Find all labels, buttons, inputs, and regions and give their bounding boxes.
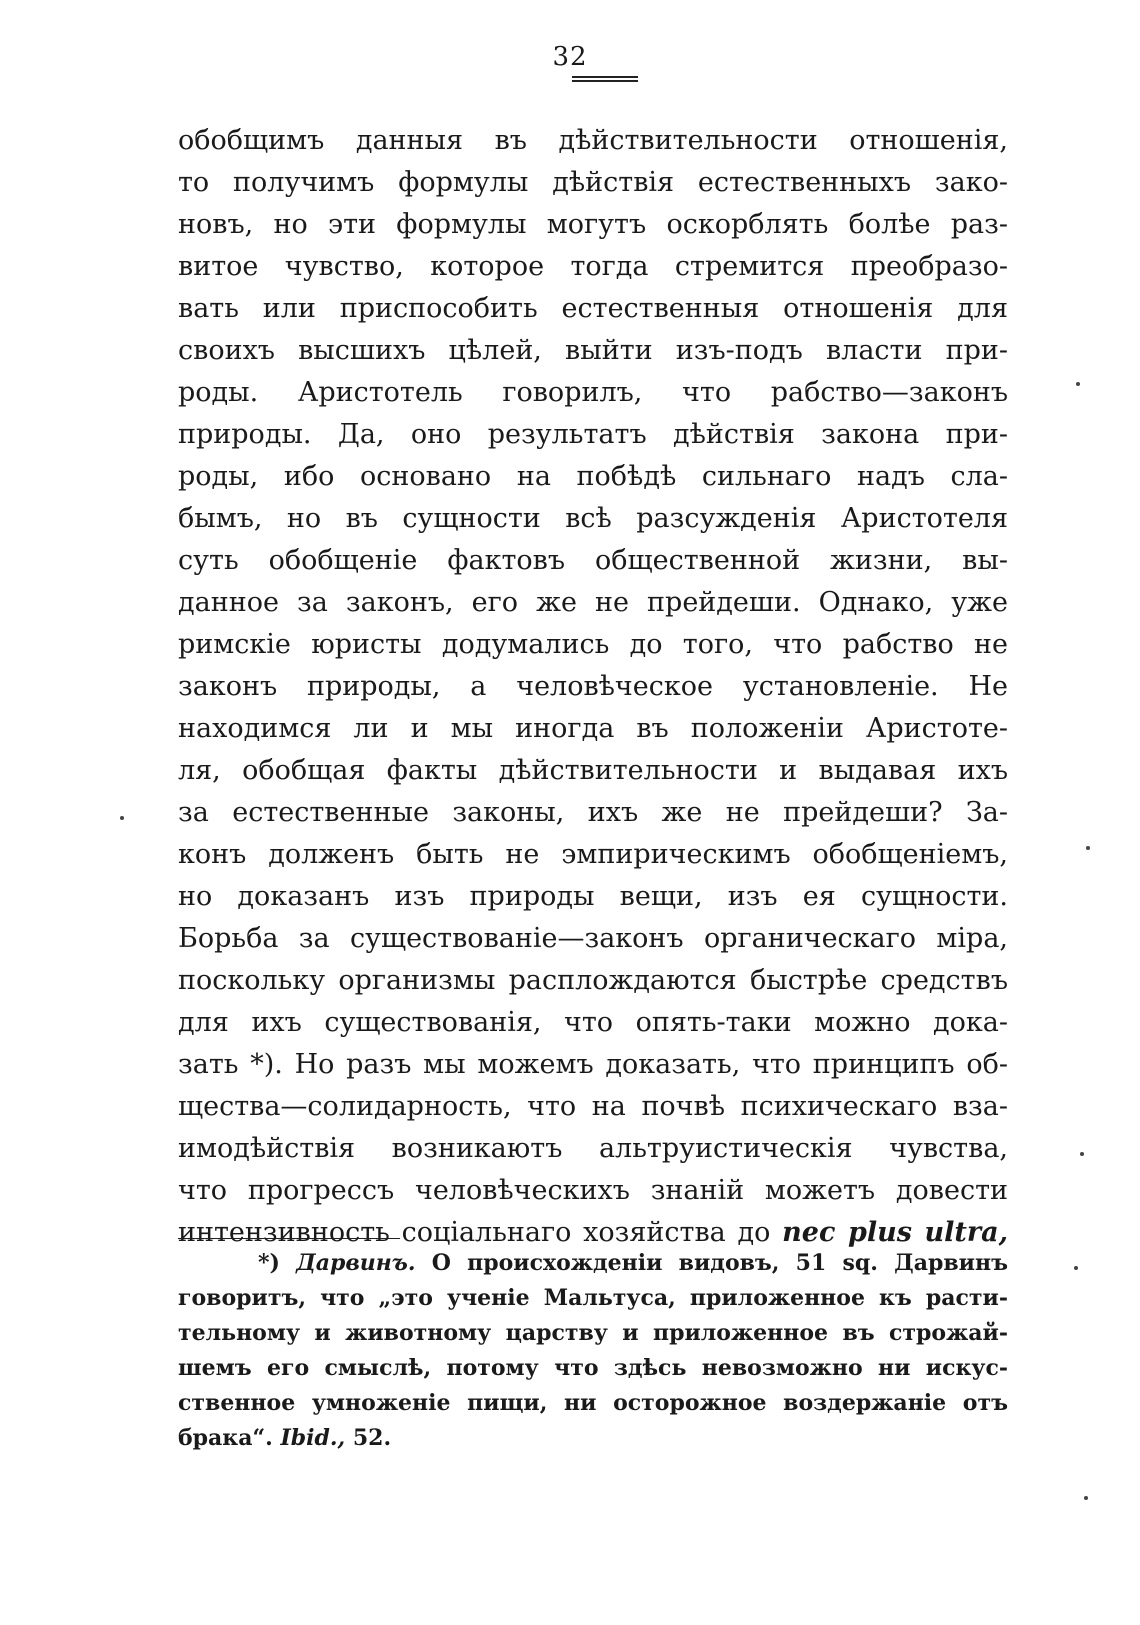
footnote-line: шемъ его смыслѣ, потому что здѣсь невозможно ни искус- — [178, 1355, 1008, 1381]
text-line: что прогрессъ человѣческихъ знаній можетъ довести — [178, 1175, 1008, 1206]
text-line: то получимъ формулы дѣйствія естественныхъ зако- — [178, 167, 1008, 198]
footnote-line — [178, 1246, 1008, 1281]
footnote — [178, 1246, 1008, 1456]
scan-speck — [1074, 1266, 1078, 1270]
text-line: поскольку организмы расплождаются быстрѣе средствъ — [178, 965, 1008, 996]
text-line: ля, обобщая факты дѣйствительности и выдавая ихъ — [178, 755, 1008, 786]
text-line: за естественные законы, ихъ же не прейдеши? За- — [178, 797, 1008, 828]
text-line: конъ долженъ быть не эмпирическимъ обобщеніемъ, — [178, 839, 1008, 870]
footnote-line: ственное умноженіе пищи, ни осторожное воздержаніе отъ — [178, 1390, 1008, 1416]
text-line: для ихъ существованія, что опять-таки можно дока- — [178, 1007, 1008, 1038]
scan-speck — [1084, 1496, 1088, 1500]
text-line: обобщимъ данныя въ дѣйствительности отношенія, — [178, 125, 1008, 156]
latin-phrase: nec plus ultra, — [782, 1217, 1008, 1248]
footnote-page-ref: 52. — [352, 1425, 392, 1451]
text-line: суть обобщеніе фактовъ общественной жизни, вы- — [178, 545, 1008, 576]
scan-speck — [1076, 382, 1080, 386]
footnote-rule — [178, 1238, 400, 1239]
text-line: находимся ли и мы иногда въ положеніи Аристоте- — [178, 713, 1008, 744]
text-line: зать *). Но разъ мы можемъ доказать, что принципъ об- — [178, 1049, 1008, 1080]
scan-speck — [1086, 846, 1090, 850]
scan-speck — [120, 816, 124, 820]
footnote-ibid: Ibid., — [280, 1425, 346, 1451]
text-line: имодѣйствія возникаютъ альтруистическія чувства, — [178, 1133, 1008, 1164]
text-line: законъ природы, а человѣческое установленіе. Не — [178, 671, 1008, 702]
text-line: но доказанъ изъ природы вещи, изъ ея сущности. — [178, 881, 1008, 912]
body-text — [178, 120, 1008, 1254]
text-line: своихъ высшихъ цѣлей, выйти изъ-подъ власти при- — [178, 335, 1008, 366]
footnote-author: Дарвинъ. — [296, 1250, 416, 1276]
text-line: данное за законъ, его же не прейдеши. Однако, уже — [178, 587, 1008, 618]
page-number-rule — [572, 76, 638, 82]
text-line: бымъ, но въ сущности всѣ разсужденія Аристотеля — [178, 503, 1008, 534]
text-line: новъ, но эти формулы могутъ оскорблять болѣе раз- — [178, 209, 1008, 240]
text-line: витое чувство, которое тогда стремится преобразо- — [178, 251, 1008, 282]
text-line: роды. Аристотель говорилъ, что рабство—законъ — [178, 377, 1008, 408]
footnote-line-text: О происхожденіи видовъ, 51 sq. Дарвинъ — [431, 1250, 1008, 1276]
text-line: вать или приспособить естественныя отношенія для — [178, 293, 1008, 324]
text-line: щества—солидарность, что на почвѣ психическаго вза- — [178, 1091, 1008, 1122]
page-number: 32 — [552, 42, 588, 72]
footnote-marker: *) — [258, 1250, 280, 1276]
footnote-line: говоритъ, что „это ученіе Мальтуса, приложенное къ расти- — [178, 1285, 1008, 1311]
text-line-last-roman: интензивность соціальнаго хозяйства до — [178, 1217, 771, 1248]
footnote-line: тельному и животному царству и приложенное въ строжай- — [178, 1320, 1008, 1346]
scan-speck — [1080, 1152, 1084, 1156]
text-line: Борьба за существованіе—законъ органическаго міра, — [178, 923, 1008, 954]
text-line: природы. Да, оно результатъ дѣйствія закона при- — [178, 419, 1008, 450]
text-line: роды, ибо основано на побѣдѣ сильнаго надъ сла- — [178, 461, 1008, 492]
text-line: римскіе юристы додумались до того, что рабство не — [178, 629, 1008, 660]
footnote-last-prefix: брака“. — [178, 1425, 273, 1451]
footnote-line-last — [178, 1421, 1008, 1456]
